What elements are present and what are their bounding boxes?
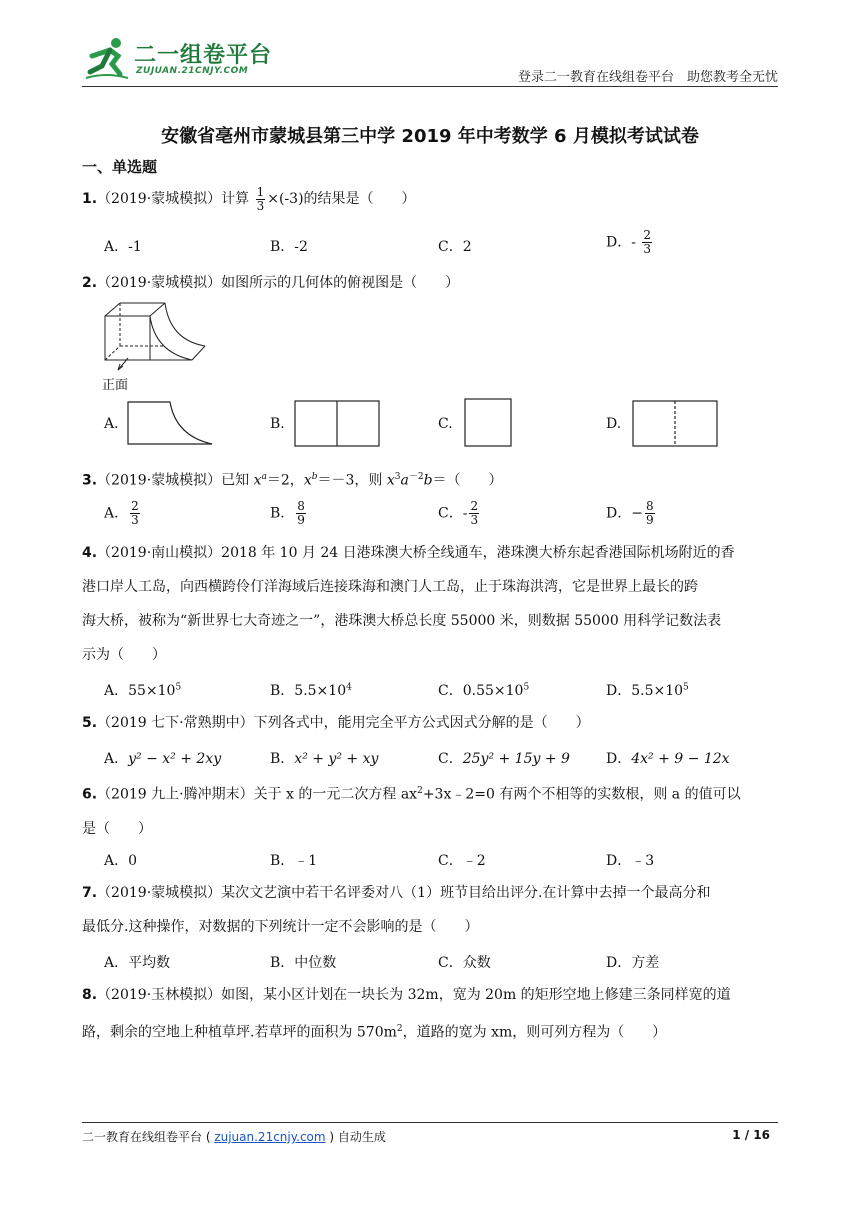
question-number: 7. [82,885,98,901]
q2-option-d[interactable]: D. [606,416,622,432]
header-logo [84,34,274,82]
question-number: 2. [82,275,98,291]
question-line [82,536,782,570]
option-a-shape [126,400,214,448]
option-text: D．5.5×10 [606,683,684,699]
question-1 [82,182,782,216]
option-text: A．55×10 [104,683,176,699]
question-line [82,1012,782,1050]
option-text: C．0.55×10 [438,683,524,699]
option-label: B． [270,751,295,767]
question-3 [82,460,782,498]
math-var: x [253,472,262,489]
question-line: 最低分.这种操作，对数据的下列统计一定不会影响的是（ ） [82,919,479,935]
q1-option-b[interactable]: B．-2 [270,239,308,255]
question-source: （2019·蒙城模拟） [97,885,222,901]
question-text: 如图所示的几何体的俯视图是（ ） [221,275,460,291]
math-exp: －2 [408,472,424,482]
q5-option-c[interactable] [438,748,570,768]
question-source: （2019·玉林模拟） [97,987,222,1003]
numerator: 8 [645,499,654,513]
q4-option-b[interactable] [270,680,352,700]
question-text: 关于 x 的一元二次方程 ax [253,786,418,803]
question-text: ，道路的宽为 xm，则可列方程为（ ） [402,1024,667,1041]
question-number: 3. [82,472,98,489]
question-line [82,774,782,812]
option-label: D．− [606,505,643,522]
option-label: D．- [606,234,636,251]
section-heading: 一、单选题 [82,158,158,176]
logo-url: ZUJUAN.21CNJY.COM [136,66,249,76]
question-source: （2019·南山模拟） [97,545,222,561]
fraction [469,500,479,527]
q7-option-c[interactable]: C．众数 [438,955,491,971]
exponent: 5 [523,682,530,693]
question-line: 港口岸人工岛，向西横跨伶仃洋海域后连接珠海和澳门人工岛，止于珠海洪湾，它是世界上最长的跨 [82,579,698,595]
question-number: 8. [82,987,98,1003]
numerator: 2 [470,499,479,513]
question-source: （2019 七下·常熟期中） [97,715,254,731]
question-number: 6. [82,786,98,803]
runner-logo-icon [84,36,130,80]
q2-option-a[interactable]: A. [104,416,119,432]
numerator: 2 [131,499,139,513]
header-slogan: 登录二一教育在线组卷平台 助您教考全无忧 [517,70,778,85]
option-b-shape [294,400,382,448]
math-exp: a [261,472,267,482]
page-number: 1 / 16 [732,1128,770,1142]
option-label: D． [606,751,632,767]
math-var: b [423,472,433,489]
math-var: a [400,472,409,489]
question-4 [82,536,782,672]
option-label: A． [104,505,129,522]
question-text: +3x﹣2=0 有两个不相等的实数根，则 a 的值可以 [422,786,741,803]
question-text: 某次文艺演中若干名评委对八（1）班节目给出评分.在计算中去掉一个最高分和 [221,885,711,901]
question-number: 5. [82,715,98,731]
q4-option-c[interactable] [438,680,529,700]
fraction [256,186,266,213]
q5-option-d[interactable] [606,748,730,768]
question-line: 海大桥，被称为“新世界七大奇迹之一”，港珠澳大桥总长度 55000 米，则数据 55000 用科学记数法表 [82,613,722,629]
solid-figure [100,300,220,380]
q1-option-c[interactable]: C．2 [438,239,472,255]
footer-site-link[interactable]: zujuan.21cnjy.com [214,1130,326,1144]
q7-option-a[interactable]: A．平均数 [104,955,171,971]
question-7 [82,876,782,944]
denominator: 3 [256,198,265,213]
q6-option-d[interactable]: D．﹣3 [606,853,655,869]
option-label: A． [104,751,129,767]
question-source: （2019·蒙城模拟） [97,275,222,291]
q5-option-a[interactable] [104,748,221,768]
option-formula: 25y² + 15y + 9 [462,751,570,767]
option-label: C． [438,751,463,767]
numerator: 8 [297,499,305,513]
q4-option-a[interactable] [104,680,181,700]
question-text: 下列各式中，能用完全平方公式因式分解的是（ ） [253,715,590,731]
footer-label: 二一教育在线组卷平台 ( [82,1130,215,1144]
fraction [130,500,140,527]
fraction [296,500,306,527]
question-number: 1. [82,191,98,207]
question-text: ＝（ ） [432,472,503,489]
q7-option-b[interactable]: B．中位数 [270,955,337,971]
exponent: 4 [346,682,352,693]
q2-option-b[interactable]: B. [270,416,285,432]
numerator: 1 [256,184,265,199]
question-text: 如图，某小区计划在一块长为 32m，宽为 20m 的矩形空地上修建三条同样宽的道 [221,987,731,1003]
question-line: 是（ ） [82,820,152,837]
question-text: ＝2， [266,472,304,489]
exponent: 2 [417,786,423,796]
question-line [82,978,782,1012]
option-label: C．- [438,505,468,522]
header-divider [82,86,778,87]
option-c-shape [464,398,514,448]
footer-divider [82,1122,778,1123]
denominator: 9 [297,513,305,527]
option-d-shape [632,400,720,448]
q3-option-c[interactable] [438,500,481,527]
question-line [82,876,782,910]
math-var: x [386,472,395,489]
question-source: （2019·蒙城模拟） [97,191,222,207]
q4-option-d[interactable] [606,680,689,700]
question-text: 路，剩余的空地上种植草坪.若草坪的面积为 570m [82,1024,397,1041]
denominator: 3 [470,513,479,527]
q3-option-b[interactable] [270,500,308,527]
question-source: （2019·蒙城模拟） [97,472,222,489]
question-number: 4. [82,545,98,561]
question-text: 已知 [221,472,254,489]
numerator: 2 [643,228,652,242]
q1-option-d[interactable] [606,229,654,256]
denominator: 9 [645,513,654,527]
exponent: 2 [396,1024,403,1034]
option-formula: x² + y² + xy [294,751,379,767]
question-8 [82,978,782,1050]
question-text: 计算 [221,191,250,207]
figure-label: 正面 [102,378,129,393]
denominator: 3 [131,513,139,527]
fraction [642,229,652,256]
exponent: 5 [683,682,689,693]
question-source: （2019 九上·腾冲期末） [97,786,254,803]
question-5 [82,706,782,740]
option-label: B． [270,505,295,522]
option-formula: y² − x² + 2xy [128,751,222,767]
q6-option-c[interactable]: C．﹣2 [438,853,486,869]
q5-option-b[interactable] [270,748,378,768]
option-formula: 4x² + 9 − 12x [631,751,730,767]
question-text: ＝－3，则 [317,472,387,489]
math-exp: 3 [394,472,401,482]
page-title: 安徽省亳州市蒙城县第三中学 2019 年中考数学 6 月模拟考试试卷 [161,126,699,147]
math-exp: b [311,472,318,482]
fraction [645,500,655,527]
option-text: B．5.5×10 [270,683,347,699]
footer-label: ) 自动生成 [325,1130,386,1144]
q7-option-d[interactable]: D．方差 [606,955,660,971]
question-line: 示为（ ） [82,647,166,663]
denominator: 3 [643,242,652,256]
q2-option-c[interactable]: C. [438,416,453,432]
question-text: ×(-3)的结果是（ ） [267,191,416,207]
q3-option-a[interactable] [104,500,142,527]
q1-option-a[interactable]: A．-1 [104,239,142,255]
question-2 [82,266,782,300]
question-text: 2018 年 10 月 24 日港珠澳大桥全线通车，港珠澳大桥东起香港国际机场附近的香 [221,545,735,561]
q6-option-b[interactable]: B．﹣1 [270,853,318,869]
logo-text: 二一组卷平台 [134,43,273,68]
q6-option-a[interactable]: A．0 [104,853,138,869]
footer-text [82,1128,386,1145]
q3-option-d[interactable] [606,500,657,527]
math-var: x [303,472,312,489]
exponent: 5 [175,682,182,693]
question-6 [82,774,782,846]
